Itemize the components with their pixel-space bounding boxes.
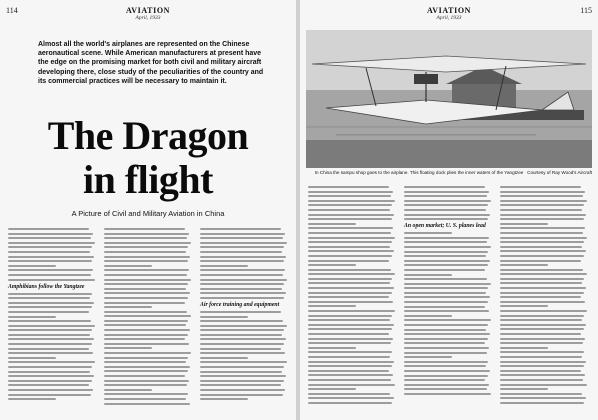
right-magazine-name: AVIATION [426,6,472,15]
text-line [200,366,284,368]
text-line [200,389,285,391]
text-line [104,302,185,304]
text-line [308,186,389,188]
text-line [200,357,248,359]
text-line [308,296,389,298]
seaplane-dock-photo [306,30,592,168]
text-line [500,361,586,363]
text-line [404,375,488,377]
text-line [404,237,489,239]
text-line [500,296,581,298]
text-line [200,242,287,244]
text-line [200,316,248,318]
text-line [308,218,392,220]
text-line [104,347,152,349]
text-line [308,214,394,216]
text-line [500,365,584,367]
text-line [404,264,488,266]
left-page-header [6,6,290,28]
text-line [104,228,185,230]
text-line [8,316,56,318]
text-line [308,310,395,312]
text-line [200,274,283,276]
text-line [404,315,452,317]
text-line [104,297,188,299]
left-issue-date: April, 1933 [135,15,161,21]
article-intro: Almost all the world's airplanes are represented on the Chinese aeronautical scene. While American manufacturers at present have the edge on the promising market for both civil and military aircraft developing there, close study of the peculiarities of the country and its commercial practices will be necessary to maintain it. [38,41,264,85]
text-line [104,361,186,363]
text-line [500,269,583,271]
text-line [404,209,486,211]
text-line [308,333,389,335]
text-line [500,209,582,211]
text-line [500,250,586,252]
text-line [404,306,485,308]
text-line [8,242,95,244]
text-line [500,374,585,376]
text-line [404,283,491,285]
text-line [200,228,281,230]
text-line [308,351,392,353]
text-line [308,209,390,211]
text-line [500,324,586,326]
right-text-column-3 [500,186,588,407]
text-line [308,347,356,349]
text-line [404,296,490,298]
text-line [308,365,392,367]
text-line [200,256,286,258]
text-line [404,329,486,331]
text-line [104,343,189,345]
text-line [200,329,284,331]
text-line [308,305,356,307]
text-line [308,250,394,252]
text-line [200,320,283,322]
text-line [8,329,92,331]
text-line [500,397,586,399]
text-line [104,274,187,276]
text-line [104,233,189,235]
text-line [8,389,93,391]
photo-caption-text: In China the sampu shop goes to the airplane. This floating dock plies the inner waters of the Yangtzee [314,170,524,175]
text-line [8,357,56,359]
text-line [200,297,284,299]
text-line [8,338,94,340]
text-line [104,292,190,294]
text-line [104,393,188,395]
text-line [104,283,188,285]
text-line [500,232,583,234]
text-line [104,320,188,322]
text-line [8,269,93,271]
text-line [308,232,391,234]
photo-credit: Courtesy of Ray Wood's Aircraft [527,170,592,175]
text-line [500,370,581,372]
text-line [104,315,191,317]
text-line [308,379,391,381]
text-line [500,200,587,202]
left-page [0,0,296,420]
text-line [500,227,585,229]
right-text-column-1 [308,186,396,407]
text-line [200,398,248,400]
text-line [104,370,188,372]
text-line [500,287,586,289]
text-line [404,352,487,354]
left-page-number: 114 [6,6,18,15]
text-line [200,375,286,377]
text-line [200,246,284,248]
text-line [404,218,488,220]
text-line [308,384,395,386]
text-line [500,241,584,243]
text-line [500,218,584,220]
text-line [8,279,95,281]
article-subtitle: A Picture of Civil and Military Aviation in China [71,209,225,218]
text-line [8,361,95,363]
text-line [200,283,284,285]
text-line [104,260,188,262]
text-line [404,370,490,372]
text-line [404,246,491,248]
text-line [500,282,582,284]
text-line [8,380,92,382]
seaplane-dock-illustration [306,30,592,168]
text-line [308,319,390,321]
text-line [8,371,90,373]
text-line [404,324,488,326]
text-line [308,388,356,390]
text-line [308,255,392,257]
text-line [308,246,390,248]
text-line [8,265,56,267]
text-line [104,389,152,391]
text-line [8,348,89,350]
text-line [8,320,91,322]
text-line [500,255,584,257]
photo-caption [306,170,592,180]
text-line [200,348,281,350]
text-line [500,246,582,248]
text-line [308,342,391,344]
text-line [500,214,586,216]
text-line [8,375,94,377]
text-line [104,384,187,386]
text-line [8,366,92,368]
text-line [404,365,486,367]
text-line [104,269,189,271]
text-line [500,237,587,239]
text-line [8,237,91,239]
text-line [500,351,584,353]
text-line [200,237,283,239]
text-line [308,269,391,271]
text-line [500,264,548,266]
text-line [104,403,190,405]
text-line [104,237,187,239]
text-line [500,393,582,395]
text-line [8,251,90,253]
text-line [308,282,390,284]
text-line [308,338,393,340]
text-line [404,393,491,395]
text-line [8,343,92,345]
text-line [200,343,284,345]
left-text-column-2 [104,228,192,407]
text-line [500,310,587,312]
text-line [308,273,395,275]
right-page-number: 115 [580,6,592,15]
text-line [8,246,92,248]
text-line [404,379,485,381]
text-line [404,214,490,216]
text-line [404,342,485,344]
section-subhead: Air force training and equipment [200,301,280,308]
text-line [308,278,392,280]
text-line [308,204,392,206]
text-line [104,352,191,354]
text-line [8,274,91,276]
text-line [308,393,390,395]
text-line [404,204,488,206]
text-line [308,301,393,303]
text-line [8,384,89,386]
text-line [308,227,393,229]
text-line [308,287,394,289]
text-line [308,241,392,243]
text-line [8,233,93,235]
text-line [404,287,488,289]
text-line [104,311,187,313]
text-line [404,310,489,312]
text-line [404,260,490,262]
text-line [404,278,487,280]
text-line [200,394,283,396]
text-line [308,237,395,239]
text-line [308,264,356,266]
text-line [8,228,89,230]
text-line [500,342,583,344]
text-line [500,319,582,321]
text-line [8,293,92,295]
text-line [404,333,490,335]
text-line [200,325,287,327]
text-line [500,223,548,225]
text-line [104,380,189,382]
text-line [500,333,581,335]
text-line [404,292,486,294]
text-line [500,356,582,358]
text-line [500,273,587,275]
right-page [300,0,598,420]
text-line [200,334,282,336]
text-line [8,334,90,336]
text-line [8,325,95,327]
text-line [404,319,491,321]
text-line [404,361,488,363]
text-line [104,251,186,253]
text-line [500,292,584,294]
text-line [8,311,89,313]
text-line [8,260,92,262]
text-line [500,191,585,193]
text-line [104,242,191,244]
text-line [308,260,389,262]
text-line [200,292,286,294]
text-line [104,256,190,258]
text-line [200,338,286,340]
section-subhead: An open market; U. S. planes lead [404,223,486,230]
text-line [500,260,581,262]
text-line [308,324,394,326]
text-line [404,232,452,234]
text-line [200,384,281,386]
text-line [200,361,287,363]
section-subhead: Amphibians follow the Yangtzee [8,283,85,290]
text-line [404,241,487,243]
text-line [308,361,394,363]
text-line [404,388,487,390]
text-line [104,357,188,359]
text-line [404,347,489,349]
text-line [104,375,185,377]
text-line [308,402,392,404]
left-text-column-3 [200,228,288,403]
text-line [500,388,548,390]
article-title-line-2: in flight [83,157,213,202]
text-line [404,195,487,197]
text-line [8,398,56,400]
text-line [404,356,452,358]
text-line [104,334,188,336]
text-line [104,329,190,331]
text-line [404,269,485,271]
text-line [8,302,94,304]
text-line [308,195,391,197]
text-line [404,191,489,193]
right-issue-date: April, 1933 [436,15,462,21]
text-line [500,338,585,340]
text-line [308,223,356,225]
text-line [200,233,285,235]
text-line [308,374,393,376]
text-line [404,251,488,253]
text-line [500,186,581,188]
text-line [200,260,284,262]
text-line [104,279,191,281]
text-line [404,186,485,188]
text-line [8,306,92,308]
text-line [404,384,489,386]
right-text-column-2 [404,186,492,398]
text-line [500,301,585,303]
text-line [8,256,94,258]
text-line [200,352,285,354]
text-line [104,306,152,308]
text-line [200,371,282,373]
text-line [104,246,188,248]
text-line [404,301,488,303]
text-line [308,370,389,372]
text-line [200,265,248,267]
text-line [104,398,186,400]
text-line [200,279,287,281]
text-line [104,338,185,340]
text-line [104,265,152,267]
text-line [500,379,583,381]
text-line [200,380,284,382]
text-line [8,297,90,299]
text-line [308,200,395,202]
text-line [308,397,394,399]
text-line [308,356,390,358]
text-line [500,384,587,386]
text-line [308,191,393,193]
text-line [104,324,186,326]
text-line [8,352,93,354]
text-line [500,315,584,317]
right-page-header [306,6,592,28]
text-line [404,274,452,276]
text-line [200,251,282,253]
text-line [500,347,548,349]
left-text-column-1 [8,228,96,403]
text-line [500,328,584,330]
text-line [308,328,392,330]
text-line [8,394,91,396]
text-line [500,305,548,307]
text-line [500,195,583,197]
text-line [404,255,486,257]
text-line [308,292,392,294]
text-line [104,366,190,368]
text-line [404,200,491,202]
text-line [404,338,488,340]
article-title-line-1: The Dragon [47,113,249,158]
text-line [200,288,282,290]
text-line [308,315,392,317]
text-line [200,269,285,271]
text-line [200,311,281,313]
text-line [500,402,584,404]
text-line [500,204,584,206]
text-line [500,278,584,280]
left-magazine-name: AVIATION [125,6,171,15]
text-line [104,288,186,290]
